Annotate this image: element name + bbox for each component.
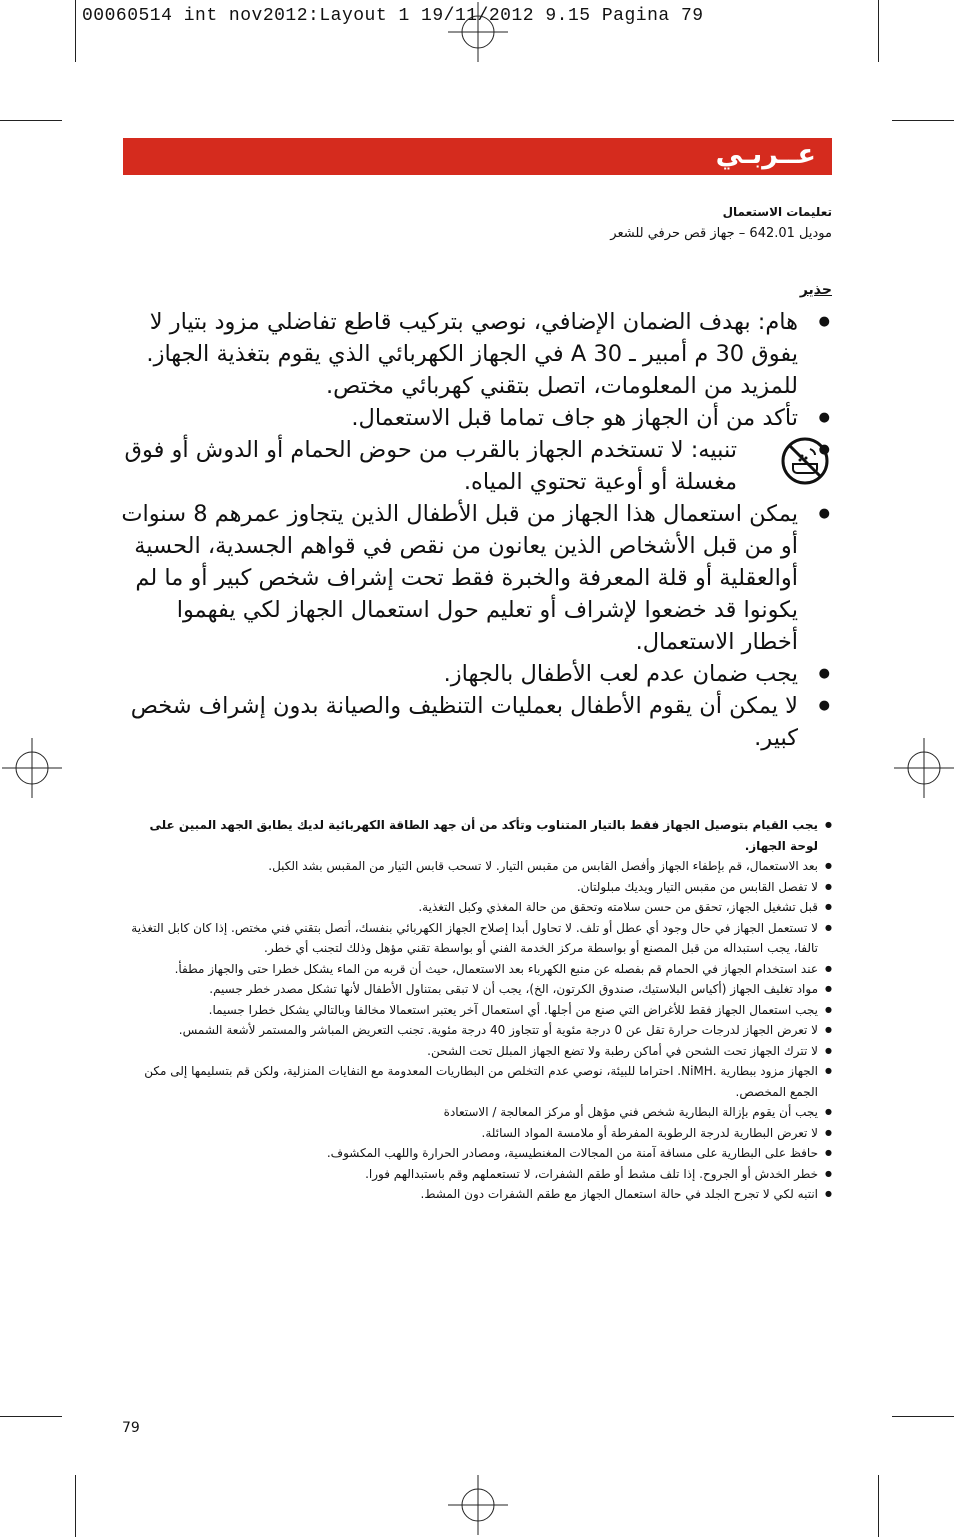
list-item: ● عند استخدام الجهاز في الحمام قم بفصله عن منبع الكهرباء بعد الاستعمال، حيث أن قربه من الماء يشكل خطرا حتى والجهاز مطفأ. <box>120 959 832 980</box>
crop-mark <box>878 1475 879 1537</box>
list-item: ● انتبه لكي لا تجرح الجلد في حالة استعمال الجهاز مع طقم الشفرات دون المشط. <box>120 1184 832 1205</box>
list-item: ● لا تترك الجهاز تحت الشحن في أماكن رطبة ولا تضع الجهاز المبلل تحت الشحن. <box>120 1041 832 1062</box>
no-water-bath-icon <box>780 436 830 486</box>
list-item <box>120 434 832 498</box>
important-warnings-list <box>120 306 832 754</box>
list-item: ● يجب أن يقوم بإزالة البطارية شخص فني مؤهل أو مركز المعالجة / الاستعادة <box>120 1102 832 1123</box>
crop-mark <box>0 1416 62 1417</box>
crop-mark <box>75 0 76 62</box>
crop-mark <box>0 120 62 121</box>
list-item: ● لا تعرض البطارية لدرجة الرطوبة المفرطة أو ملامسة المواد السائلة. <box>120 1123 832 1144</box>
list-item: ● لا تستعمل الجهاز في حال وجود أي عطل أو تلف. لا تحاول أبدا إصلاح الجهاز الكهربائي بنفسك، أتصل بتقني فني مختص. إذا كان كابل التغذية تالفا، يجب استبداله من قبل المصنع أو بواسطة مركز الخدمة الفني أو بواسطة تقني مؤهل وذلك لتجنب أي خطر. <box>120 918 832 959</box>
safety-warnings-list <box>120 815 832 1205</box>
list-item: ● هام: بهدف الضمان الإضافي، نوصي بتركيب قاطع تفاضلي مزود بتيار لا يفوق 30 م أمبير ـ 30 A في الجهاز الكهربائي الذي يقوم بتغذية الجهاز. للمزيد من المعلومات، اتصل بتقني كهربائي مختص. <box>120 306 832 402</box>
list-item: ● تأكد من أن الجهاز هو جاف تماما قبل الاستعمال. <box>120 402 832 434</box>
list-item: ● خطر الخدش أو الجروح. إذا تلف مشط أو طقم الشفرات، لا تستعملهم وقم باستبدالهم فورا. <box>120 1164 832 1185</box>
page-number: 79 <box>122 1420 140 1436</box>
list-item: ● يجب القيام بتوصيل الجهاز فقط بالتيار المتناوب وتأكد من أن جهد الطاقة الكهربائية لديك يطابق الجهد المبين على لوحة الجهاز. <box>120 815 832 856</box>
list-item: ● يمكن استعمال هذا الجهاز من قبل الأطفال الذين يتجاوز عمرهم 8 سنوات أو من قبل الأشخاص الذين يعانون من نقص في قواهم الجسدية، الحسية أوالعقلية أو قلة المعرفة والخبرة فقط تحت إشراف شخص كبير أو ما لم يكونوا قد خضعوا لإشراف أو تعليم حول استعمال الجهاز لكي يفهموا أخطار الاستعمال. <box>120 498 832 658</box>
list-item: ● لا تعرض الجهاز لدرجات حرارة تقل عن 0 درجة مئوية أو تتجاوز 40 درجة مئوية. تجنب التعريض المباشر والمستمر لأشعة الشمس. <box>120 1020 832 1041</box>
bathroom-warning-text: تنبيه: لا تستخدم الجهاز بالقرب من حوض الحمام أو الدوش أو فوق مغسلة أو أوعية تحتوي المياه. <box>124 437 737 495</box>
list-item: ● الجهاز مزود ببطارية .NiMH. احتراما للبيئة، نوصي عدم التخلص من البطاريات المعدومة مع النفايات المنزلية، ولكن قم بتسليمها إلى مكن الجمع المخصص. <box>120 1061 832 1102</box>
crop-mark <box>892 120 954 121</box>
crop-mark <box>75 1475 76 1537</box>
crop-mark <box>892 1416 954 1417</box>
list-item: ● يجب استعمال الجهاز فقط للأغراض التي صنع من أجلها. أي استعمال آخر يعتبر استعمالا مخالفا وبالتالي يشكل خطرا جسيما. <box>120 1000 832 1021</box>
crop-mark <box>878 0 879 62</box>
instructions-heading: تعليمات الاستعمال <box>722 205 832 219</box>
list-item: ● حافظ على البطارية على مسافة آمنة من المجالات المغنطيسية، ومصادر الحرارة واللهب المكشوف. <box>120 1143 832 1164</box>
print-slug: 00060514 int nov2012:Layout 1 19/11/2012 9.15 Pagina 79 <box>82 6 704 26</box>
registration-mark-icon <box>448 1475 508 1535</box>
list-item: ● لا يمكن أن يقوم الأطفال بعمليات التنظيف والصيانة بدون إشراف شخص كبير. <box>120 690 832 754</box>
model-line: موديل 642.01 – جهاز قص حرفي للشعر <box>610 226 832 241</box>
list-item: ● يجب ضمان عدم لعب الأطفال بالجهاز. <box>120 658 832 690</box>
list-item: ● مواد تغليف الجهاز (أكياس البلاستيك، صندوق الكرتون، الخ)، يجب أن لا تبقى بمتناول الأطفال لأنها تشكل مصدر خطر جسيم. <box>120 979 832 1000</box>
registration-mark-icon <box>2 738 62 798</box>
registration-mark-icon <box>448 2 508 62</box>
list-item: ● لا تفصل القابس من مقبس التيار ويديك مبلولتان. <box>120 877 832 898</box>
registration-mark-icon <box>894 738 954 798</box>
language-title: عــربـي <box>715 139 816 170</box>
language-banner <box>123 138 832 175</box>
warning-heading: حذير <box>799 282 832 298</box>
list-item: ● قبل تشغيل الجهاز، تحقق من حسن سلامته وتحقق من حالة المغذي وكبل التغذية. <box>120 897 832 918</box>
list-item: ● بعد الاستعمال، قم بإطفاء الجهاز وأفصل القابس من مقبس التيار. لا تسحب قابس التيار من المقبس بشد الكبل. <box>120 856 832 877</box>
